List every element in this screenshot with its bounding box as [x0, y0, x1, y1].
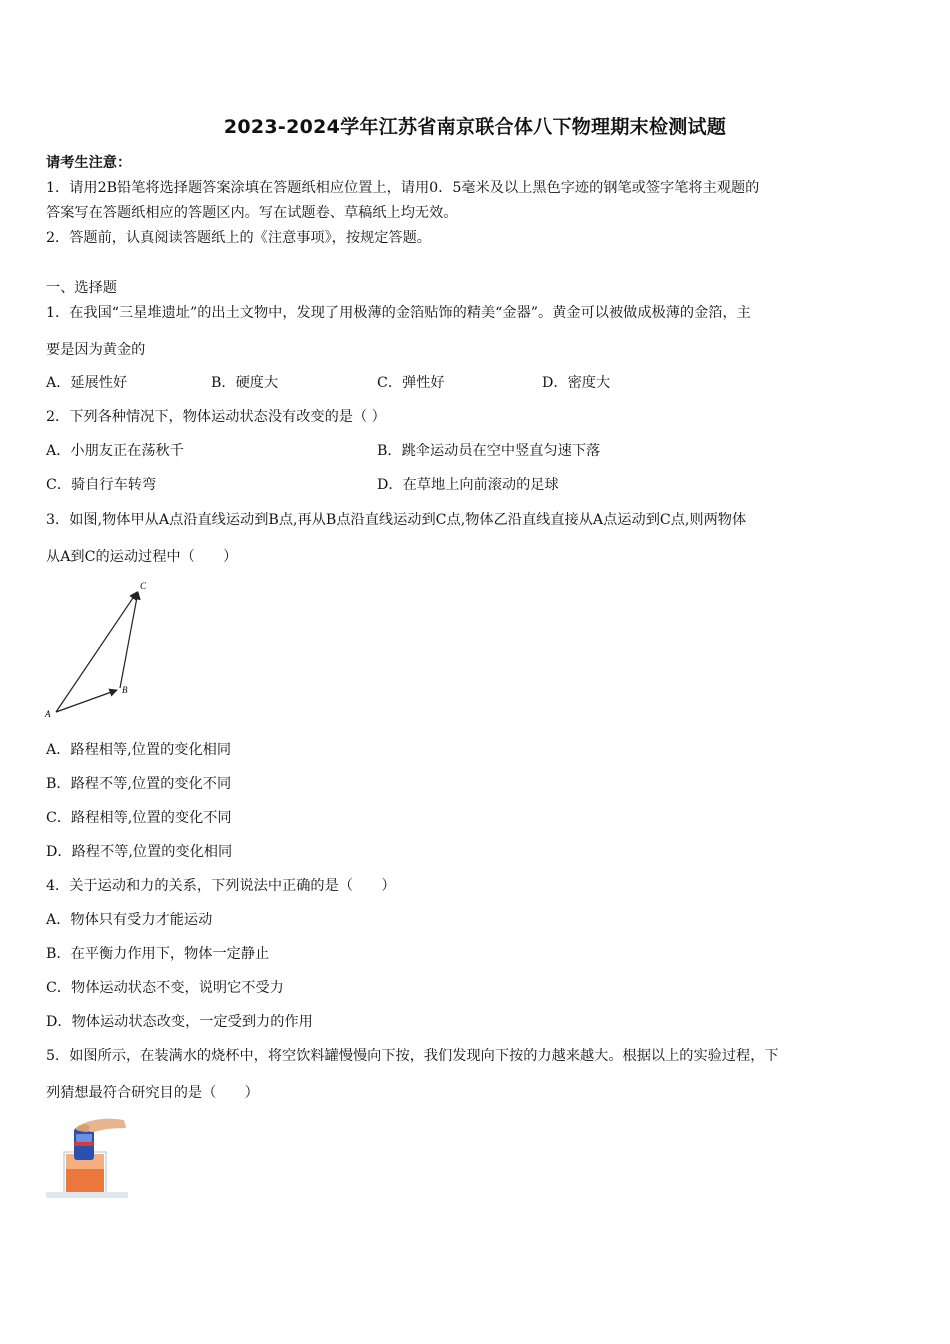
- notice-line: 1．请用2B铅笔将选择题答案涂填在答题纸相应位置上，请用0．5毫米及以上黑色字迹的钢笔或签字笔将主观题的: [46, 180, 760, 196]
- q2-option-c[interactable]: C．骑自行车转弯: [46, 477, 157, 493]
- point-a-label: A: [45, 709, 51, 719]
- q4-option-a[interactable]: A．物体只有受力才能运动: [46, 912, 213, 928]
- path-a-to-b: [56, 690, 117, 712]
- q3-option-b[interactable]: B．路程不等,位置的变化不同: [46, 776, 232, 792]
- notice-heading: 请考生注意：: [46, 155, 132, 171]
- path-b-to-c: [120, 592, 138, 688]
- motion-path-figure: [42, 578, 162, 723]
- q4-option-d[interactable]: D．物体运动状态改变，一定受到力的作用: [46, 1014, 313, 1030]
- q3-option-d[interactable]: D．路程不等,位置的变化相同: [46, 844, 233, 860]
- beaker-can-photo: [46, 1114, 128, 1198]
- q1-option-b[interactable]: B．硬度大: [211, 375, 279, 391]
- q1-option-c[interactable]: C．弹性好: [377, 375, 445, 391]
- q4-option-c[interactable]: C．物体运动状态不变，说明它不受力: [46, 980, 284, 996]
- question-1-text: 1．在我国“三星堆遗址”的出土文物中，发现了用极薄的金箔贴饰的精美“金器”。黄金可以被做成极薄的金箔，主: [46, 305, 751, 321]
- q4-option-b[interactable]: B．在平衡力作用下，物体一定静止: [46, 946, 270, 962]
- question-5-text: 列猜想最符合研究目的是（ ）: [46, 1085, 259, 1101]
- q3-option-c[interactable]: C．路程相等,位置的变化不同: [46, 810, 232, 826]
- q2-option-a[interactable]: A．小朋友正在荡秋千: [46, 443, 184, 459]
- notice-line: 答案写在答题纸相应的答题区内。写在试题卷、草稿纸上均无效。: [46, 205, 458, 221]
- question-4-text: 4．关于运动和力的关系，下列说法中正确的是（ ）: [46, 878, 396, 894]
- exam-title: 2023-2024学年江苏省南京联合体八下物理期末检测试题: [223, 116, 727, 138]
- q3-option-a[interactable]: A．路程相等,位置的变化相同: [46, 742, 232, 758]
- point-b-label: B: [122, 685, 128, 695]
- q1-option-a[interactable]: A．延展性好: [46, 375, 128, 391]
- question-3-text: 3．如图,物体甲从A点沿直线运动到B点,再从B点沿直线运动到C点,物体乙沿直线直接从A点运动到C点,则两物体: [46, 512, 747, 528]
- question-3-text: 从A到C的运动过程中（ ）: [46, 549, 238, 565]
- question-2-text: 2．下列各种情况下，物体运动状态没有改变的是（ ）: [46, 409, 386, 425]
- q2-option-d[interactable]: D．在草地上向前滚动的足球: [377, 477, 559, 493]
- notice-line: 2．答题前，认真阅读答题纸上的《注意事项》，按规定答题。: [46, 230, 431, 246]
- q1-option-d[interactable]: D．密度大: [542, 375, 611, 391]
- question-5-text: 5．如图所示，在装满水的烧杯中，将空饮料罐慢慢向下按，我们发现向下按的力越来越大。根据以上的实验过程，下: [46, 1048, 779, 1064]
- question-1-text: 要是因为黄金的: [46, 342, 146, 358]
- section-heading: 一、选择题: [46, 280, 117, 296]
- q2-option-b[interactable]: B．跳伞运动员在空中竖直匀速下落: [377, 443, 601, 459]
- point-c-label: C: [140, 581, 147, 591]
